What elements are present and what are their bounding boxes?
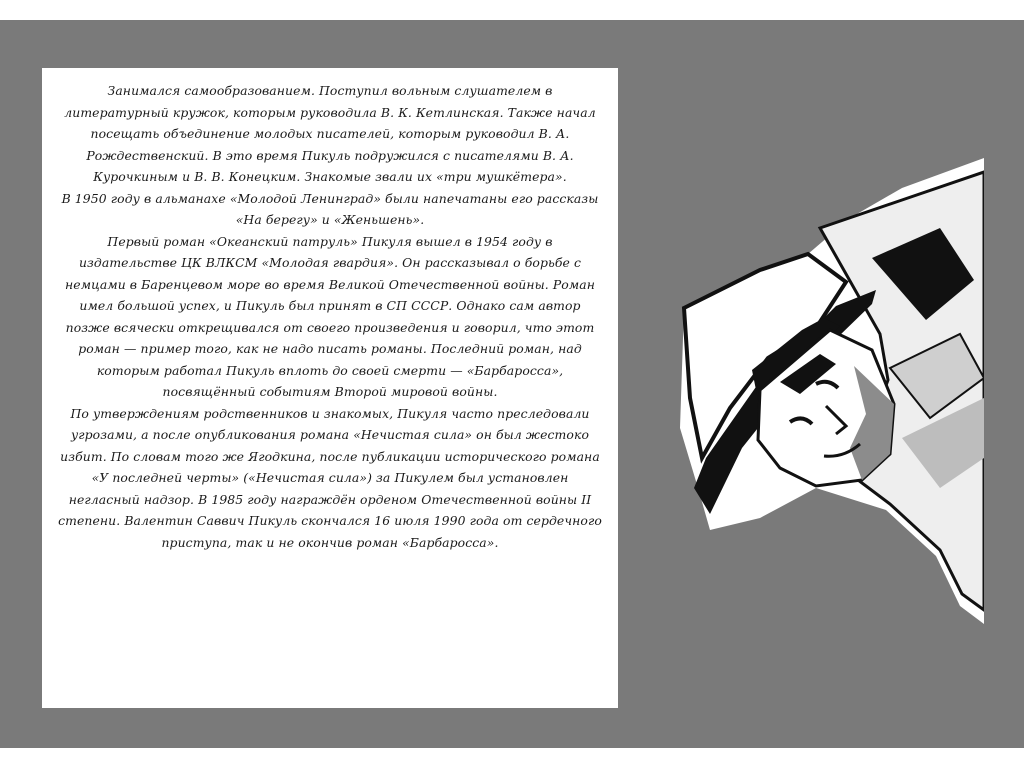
portrait-illustration: [640, 158, 984, 624]
biography-paragraph-4: По утверждениям родственников и знакомых, Пикуля часто преследовали угрозами, а после опубликования романа «Нечистая сила» он был жестоко избит. По словам того же Ягодкина, после публикации исторического романа «У последней черты» («Нечистая сила») за Пикулем был установлен негласный надзор. В 1985 году награждён орденом Отечественной войны II степени. Валентин Саввич Пикуль скончался 16 июля 1990 года от сердечного приступа, так и не окончив роман «Барбаросса».: [58, 405, 602, 550]
biography-paragraph-2: В 1950 году в альманахе «Молодой Ленинград» были напечатаны его рассказы «На берегу» и «Женьшень».: [61, 190, 599, 227]
slide: [0, 20, 1024, 748]
biography-paragraph-1: Занимался самообразованием. Поступил вольным слушателем в литературный кружок, которым руководила В. К. Кетлинская. Также начал посещать объединение молодых писателей, которым руководил В. А. Рождественский. В это время Пикуль подружился с писателями В. А. Курочкиным и В. В. Конецким. Знакомые звали их «три мушкётера».: [64, 83, 596, 184]
biography-text-card: [42, 68, 618, 708]
biography-paragraph-3: Первый роман «Океанский патруль» Пикуля вышел в 1954 году в издательстве ЦК ВЛКСМ «Молодая гвардия». Он рассказывал о борьбе с немцами в Баренцевом море во время Великой Отечественной войны. Роман имел большой успех, и Пикуль был принят в СП СССР. Однако сам автор позже всячески открещивался от своего произведения и говорил, что этот роман — пример того, как не надо писать романы. Последний роман, над которым работал Пикуль вплоть до своей смерти — «Барбаросса», посвящённый событиям Второй мировой войны.: [65, 233, 595, 399]
